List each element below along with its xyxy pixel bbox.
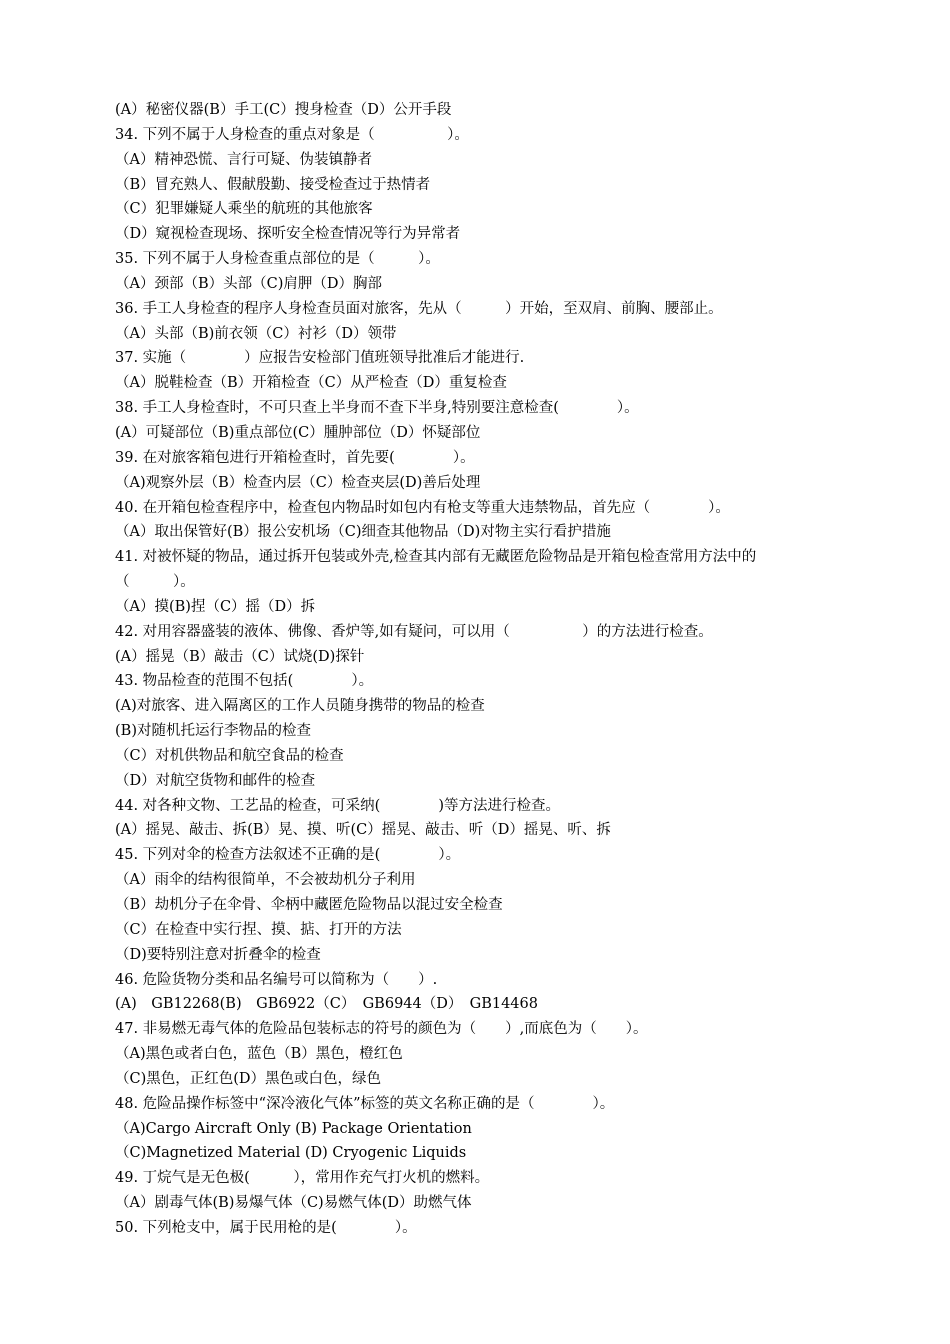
option-line: （A）头部（B)前衣领（C）衬衫（D）领带 xyxy=(115,325,397,342)
question-41: 41. 对被怀疑的物品，通过拆开包装或外壳,检查其内部有无藏匿危险物品是开箱包检查常用方法中的（ ）。 xyxy=(115,549,757,591)
option-line: （A）脱鞋检查（B）开箱检查（C）从严检查（D）重复检查 xyxy=(115,375,507,392)
question-38: 38. 手工人身检查时，不可只查上半身而不查下半身,特别要注意检查( ）。 xyxy=(115,400,639,417)
option-line: （D）对航空货物和邮件的检查 xyxy=(115,772,316,789)
option-line: （A)Cargo Aircraft Only (B) Package Orientation xyxy=(115,1120,472,1137)
question-49: 49. 丁烷气是无色极( ），常用作充气打火机的燃料。 xyxy=(115,1170,490,1187)
option-line: （A)黑色或者白色，蓝色（B）黑色，橙红色 xyxy=(115,1046,403,1063)
option-line: （A）剧毒气体(B)易爆气体（C)易燃气体(D）助燃气体 xyxy=(115,1195,472,1212)
option-line: （C）犯罪嫌疑人乘坐的航班的其他旅客 xyxy=(115,201,373,218)
question-46: 46. 危险货物分类和品名编号可以简称为（ ）. xyxy=(115,971,438,988)
question-37: 37. 实施（ ）应报告安检部门值班领导批准后才能进行. xyxy=(115,350,525,367)
option-line: （A）摸(B)捏（C）摇（D）拆 xyxy=(115,598,316,615)
question-42: 42. 对用容器盛装的液体、佛像、香炉等,如有疑问，可以用（ ）的方法进行检查。 xyxy=(115,623,713,640)
option-line: （B）冒充熟人、假献殷勤、接受检查过于热情者 xyxy=(115,176,431,193)
question-48: 48. 危险品操作标签中“深冷液化气体”标签的英文名称正确的是（ ）。 xyxy=(115,1095,615,1112)
option-line: (A）摇晃、敲击、拆(B）晃、摸、听(C）摇晃、敲击、听（D）摇晃、听、拆 xyxy=(115,822,611,839)
option-line: （A）颈部（B）头部（C)肩胛（D）胸部 xyxy=(115,275,383,292)
question-34: 34. 下列不属于人身检查的重点对象是（ ）。 xyxy=(115,126,469,143)
question-50: 50. 下列枪支中，属于民用枪的是( ）。 xyxy=(115,1219,417,1236)
option-line: （A）精神恐慌、言行可疑、伪装镇静者 xyxy=(115,151,372,168)
option-line: （A)观察外层（B）检查内层（C）检查夹层(D)善后处理 xyxy=(115,474,481,491)
option-line: (A）摇晃（B）敲击（C）试烧(D)探针 xyxy=(115,648,365,665)
option-line: （D)要特别注意对折叠伞的检查 xyxy=(115,946,321,963)
question-36: 36. 手工人身检查的程序人身检查员面对旅客，先从（ ）开始，至双肩、前胸、腰部止。 xyxy=(115,300,723,317)
option-line: （C）对机供物品和航空食品的检查 xyxy=(115,747,344,764)
document-page xyxy=(115,98,835,1241)
question-35: 35. 下列不属于人身检查重点部位的是（ ）。 xyxy=(115,251,440,268)
option-line: (A) GB12268(B) GB6922（C） GB6944（D） GB14468 xyxy=(115,996,538,1013)
question-39: 39. 在对旅客箱包进行开箱检查时，首先要( ）。 xyxy=(115,449,475,466)
option-line: （D）窥视检查现场、探听安全检查情况等行为异常者 xyxy=(115,226,461,243)
option-line: (A)对旅客、进入隔离区的工作人员随身携带的物品的检查 xyxy=(115,698,485,715)
option-line: （C)黑色，正红色(D）黑色或白色，绿色 xyxy=(115,1070,382,1087)
question-43: 43. 物品检查的范围不包括( ）。 xyxy=(115,673,374,690)
option-line: （A）取出保管好(B）报公安机场（C)细查其他物品（D)对物主实行看护措施 xyxy=(115,524,611,541)
question-47: 47. 非易燃无毒气体的危险品包装标志的符号的颜色为（ ）,而底色为（ ）。 xyxy=(115,1021,648,1038)
question-40: 40. 在开箱包检查程序中，检查包内物品时如包内有枪支等重大违禁物品，首先应（ ）。 xyxy=(115,499,730,516)
option-line: （B）劫机分子在伞骨、伞柄中藏匿危险物品以混过安全检查 xyxy=(115,897,503,913)
text-line: (A）秘密仪器(B）手工(C）搜身检查（D）公开手段 xyxy=(115,102,452,118)
question-45: 45. 下列对伞的检查方法叙述不正确的是( ）。 xyxy=(115,847,461,864)
option-line: （C)Magnetized Material (D) Cryogenic Liquids xyxy=(115,1145,467,1162)
option-line: （C）在检查中实行捏、摸、掂、打开的方法 xyxy=(115,921,402,938)
option-line: （A）雨伞的结构很简单，不会被劫机分子利用 xyxy=(115,872,416,889)
option-line: (B)对随机托运行李物品的检查 xyxy=(115,723,311,740)
option-line: (A）可疑部位（B)重点部位(C）腫肿部位（D）怀疑部位 xyxy=(115,424,481,441)
question-44: 44. 对各种文物、工艺品的检查，可采纳( )等方法进行检查。 xyxy=(115,797,560,814)
